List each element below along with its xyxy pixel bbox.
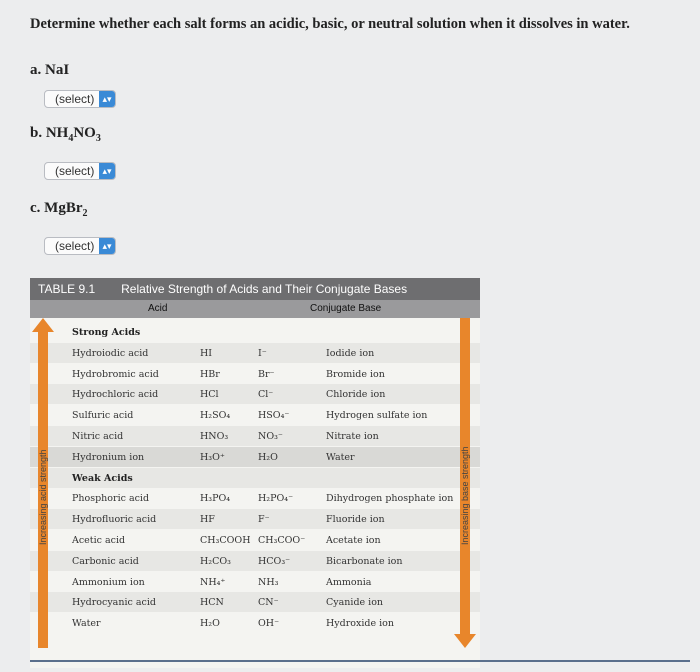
acid-name: Strong Acids — [72, 327, 141, 338]
table-row — [30, 509, 480, 529]
acid-formula: H₂O — [200, 618, 220, 630]
table-title-bar — [30, 278, 480, 300]
table-row — [30, 530, 480, 550]
acid-formula: HI — [200, 347, 213, 359]
acid-strength-table — [30, 278, 480, 668]
acid-name: Sulfuric acid — [72, 410, 134, 422]
acid-name: Nitric acid — [72, 431, 124, 442]
base-name: Bromide ion — [326, 368, 385, 380]
part-c-select[interactable] — [44, 237, 116, 255]
column-header-conjugate-base: Conjugate Base — [310, 303, 382, 314]
base-formula: F⁻ — [258, 514, 270, 526]
base-formula: HSO₄⁻ — [258, 410, 290, 422]
table-row — [30, 488, 480, 508]
part-b-label: b. $NH_4NO_3$ — [30, 125, 101, 144]
base-formula: CH₃COO⁻ — [258, 535, 306, 546]
table-row — [30, 426, 480, 446]
acid-formula: NH₄⁺ — [200, 576, 226, 588]
table-row — [30, 384, 480, 404]
increasing-acid-strength-label: Increasing acid strength — [38, 449, 48, 545]
acid-name: Ammonium ion — [72, 576, 145, 588]
acid-name: Acetic acid — [72, 535, 126, 546]
acid-name: Weak Acids — [72, 472, 133, 484]
base-name: Chloride ion — [326, 389, 386, 401]
base-name: Nitrate ion — [326, 431, 379, 442]
part-a-select-value: (select) — [55, 92, 95, 106]
table-row — [30, 447, 480, 467]
part-a-label: a. NaI — [30, 62, 70, 78]
increasing-base-strength-label: Increasing base strength — [460, 446, 470, 545]
part-c-select-value: (select) — [55, 239, 95, 253]
table-row — [30, 322, 480, 342]
table-row — [30, 613, 480, 633]
part-b-select-value: (select) — [55, 164, 95, 178]
table-row — [30, 468, 480, 488]
chevron-updown-icon: ▴▾ — [99, 91, 115, 107]
acid-name: Hydroiodic acid — [72, 347, 149, 359]
acid-formula: HF — [200, 514, 215, 526]
table-row — [30, 405, 480, 425]
arrow-head-down — [454, 634, 476, 648]
table-column-headers — [30, 300, 480, 318]
base-name: Bicarbonate ion — [326, 555, 403, 567]
acid-name: Hydrocyanic acid — [72, 597, 156, 609]
base-name: Iodide ion — [326, 347, 375, 359]
table-row — [30, 343, 480, 363]
acid-name: Hydrofluoric acid — [72, 514, 157, 526]
base-formula: OH⁻ — [258, 618, 280, 630]
acid-formula: CH₃COOH — [200, 535, 251, 546]
base-formula: Cl⁻ — [258, 389, 274, 401]
acid-name: Hydrobromic acid — [72, 368, 159, 380]
base-formula: Br⁻ — [258, 368, 275, 380]
acid-formula: H₂SO₄ — [200, 410, 231, 422]
acid-formula: H₃PO₄ — [200, 493, 231, 505]
base-formula: CN⁻ — [258, 597, 279, 609]
acid-name: Carbonic acid — [72, 555, 139, 567]
question-text: Determine whether each salt forms an acidic, basic, or neutral solution when it dissolves in water. — [30, 16, 630, 32]
chevron-updown-icon: ▴▾ — [99, 238, 115, 254]
base-name: Cyanide ion — [326, 597, 384, 609]
base-formula: H₂PO₄⁻ — [258, 493, 294, 505]
base-name: Acetate ion — [326, 535, 381, 546]
base-name: Dihydrogen phosphate ion — [326, 493, 454, 505]
base-formula: NH₃ — [258, 576, 279, 588]
part-a-select[interactable] — [44, 90, 116, 108]
part-c-label: c. MgBr$_2$ — [30, 200, 88, 219]
acid-name: Water — [72, 618, 101, 630]
acid-formula: HNO₃ — [200, 431, 229, 442]
acid-formula: HCN — [200, 597, 224, 609]
base-name: Ammonia — [326, 576, 372, 588]
acid-name: Phosphoric acid — [72, 493, 150, 505]
acid-formula: HCl — [200, 389, 219, 401]
acid-formula: H₂CO₃ — [200, 555, 231, 567]
base-name: Water — [326, 451, 355, 463]
arrow-head-up — [32, 318, 54, 332]
divider — [30, 660, 690, 662]
base-formula: HCO₃⁻ — [258, 555, 291, 567]
table-row — [30, 572, 480, 592]
table-row — [30, 592, 480, 612]
chevron-updown-icon: ▴▾ — [99, 163, 115, 179]
base-name: Hydrogen sulfate ion — [326, 410, 428, 422]
base-name: Hydroxide ion — [326, 618, 394, 630]
base-formula: NO₃⁻ — [258, 431, 283, 442]
acid-formula: HBr — [200, 368, 220, 380]
acid-name: Hydrochloric acid — [72, 389, 159, 401]
part-b-select[interactable] — [44, 162, 116, 180]
table-number: TABLE 9.1 — [38, 282, 96, 296]
base-formula: H₂O — [258, 451, 278, 463]
column-header-acid: Acid — [148, 303, 168, 314]
base-formula: I⁻ — [258, 347, 267, 359]
base-name: Fluoride ion — [326, 514, 385, 526]
table-row — [30, 551, 480, 571]
table-title: Relative Strength of Acids and Their Conjugate Bases — [121, 282, 408, 296]
table-row — [30, 364, 480, 384]
acid-name: Hydronium ion — [72, 451, 145, 463]
acid-formula: H₃O⁺ — [200, 451, 225, 463]
